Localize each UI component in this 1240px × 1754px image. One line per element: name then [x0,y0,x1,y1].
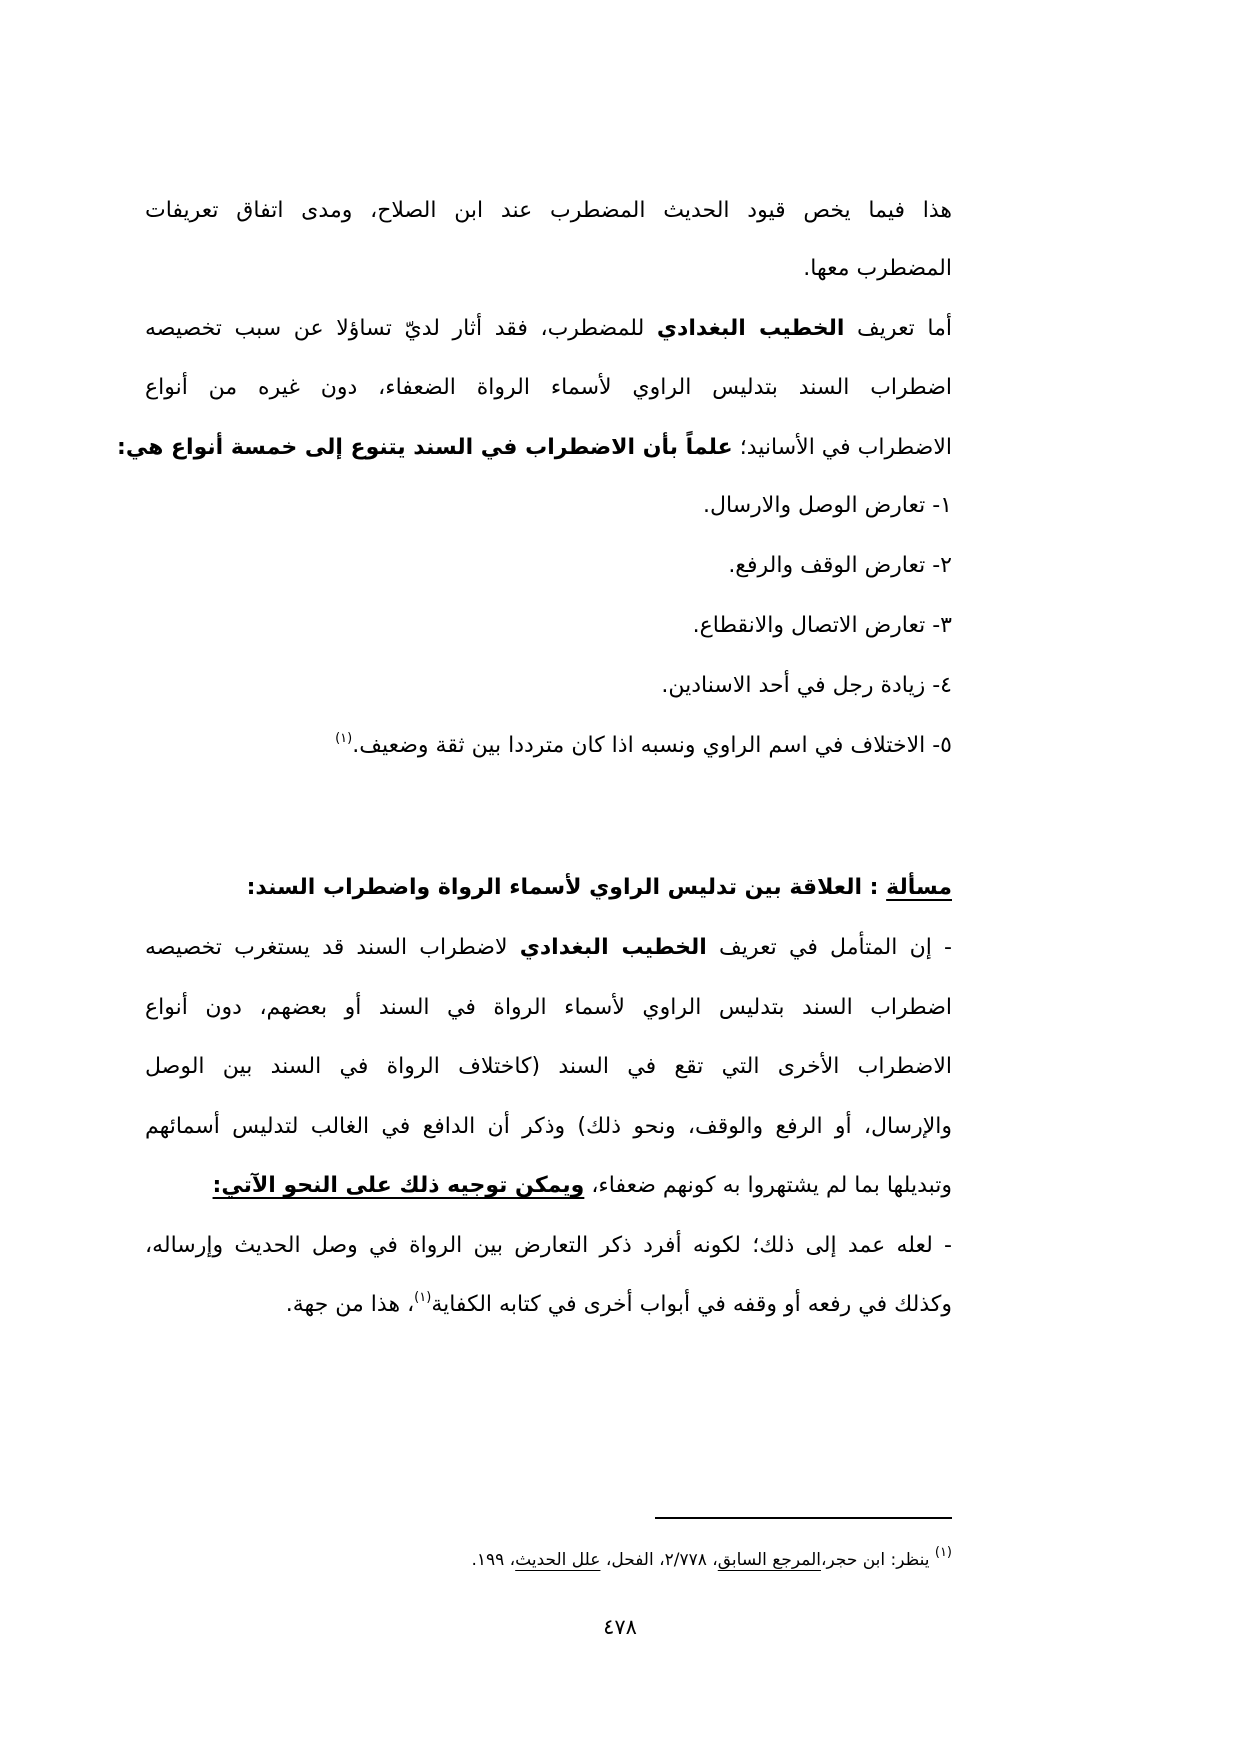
list-item: ٤- زيادة رجل في أحد الاسنادين. [661,673,952,698]
footnote-separator [655,1517,952,1519]
footnote-text: ، ٢/٧٧٨، الفحل، [600,1550,718,1570]
paragraph-1-line-2: المضطرب معها. [803,256,952,281]
page-number: ٤٧٨ [603,1615,637,1639]
text-run: الاضطراب في الأسانيد؛ [739,435,952,460]
paragraph-3-line-1 [145,932,952,964]
list-item: ٣- تعارض الاتصال والانقطاع. [692,613,952,638]
footnote-reference: (١) [335,730,353,746]
paragraph-1-line-1: هذا فيما يخص قيود الحديث المضطرب عند ابن الصلاح، ومدى اتفاق تعريفات [145,198,952,223]
heading-text: : العلاقة بين تدليس الراوي لأسماء الرواة واضطراب السند: [246,875,887,900]
list-item [335,730,952,762]
text-run: وتبديلها بما لم يشتهروا به كونهم ضعفاء، [591,1173,952,1198]
section-heading [247,872,952,904]
paragraph-3-line-4: والإرسال، أو الرفع والوقف، ونحو ذلك) وذكر أن الدافع في الغالب لتدليس أسمائهم [145,1114,952,1139]
list-item-text: ٥- الاختلاف في اسم الراوي ونسبه اذا كان مترددا بين ثقة وضعيف. [352,733,952,758]
footnote-source-title: علل الحديث [515,1550,601,1570]
footnote-reference: (١) [414,1289,432,1305]
footnote-text: ، ١٩٩. [471,1550,516,1570]
footnote-marker: (١) [934,1545,952,1561]
footnote-source-title: المرجع السابق [717,1550,821,1570]
text-run: - إن المتأمل في تعريف [719,935,952,960]
bold-name: الخطيب البغدادي [656,316,845,341]
paragraph-3-line-3: الاضطراب الأخرى التي تقع في السند (كاختلاف الرواة في السند بين الوصل [145,1054,952,1079]
bold-statement: علماً بأن الاضطراب في السند يتنوع إلى خمسة أنواع هي: [117,435,733,460]
paragraph-2-line-1 [145,313,952,345]
bold-name: الخطيب البغدادي [519,935,707,960]
list-item: ١- تعارض الوصل والارسال. [703,493,952,518]
paragraph-4-line-1: - لعله عمد إلى ذلك؛ لكونه أفرد ذكر التعارض بين الرواة في وصل الحديث وإرساله، [145,1233,952,1258]
text-run: أما تعريف [857,316,953,341]
text-run: وكذلك في رفعه أو وقفه في أبواب أخرى في كتابه الكفاية [431,1292,952,1317]
list-item: ٢- تعارض الوقف والرفع. [728,553,952,578]
text-run: ، هذا من جهة. [285,1292,415,1317]
heading-underlined-word: مسألة [886,875,952,900]
paragraph-4-line-2 [286,1289,952,1321]
footnote [471,1545,952,1572]
text-run: لاضطراب السند قد يستغرب تخصيصه [145,935,508,960]
paragraph-3-line-2: اضطراب السند بتدليس الراوي لأسماء الرواة في السند أو بعضهم، دون أنواع [145,995,952,1020]
paragraph-2-line-3 [117,432,952,464]
footnote-text: ينظر: ابن حجر، [820,1550,935,1570]
paragraph-3-line-5 [213,1170,952,1202]
paragraph-2-line-2: اضطراب السند بتدليس الراوي لأسماء الرواة الضعفاء، دون غيره من أنواع [145,375,952,400]
text-run: للمضطرب، فقد أثار لديّ تساؤلا عن سبب تخصيصه [145,316,645,341]
bold-underlined-statement: ويمكن توجيه ذلك على النحو الآتي: [212,1173,585,1198]
